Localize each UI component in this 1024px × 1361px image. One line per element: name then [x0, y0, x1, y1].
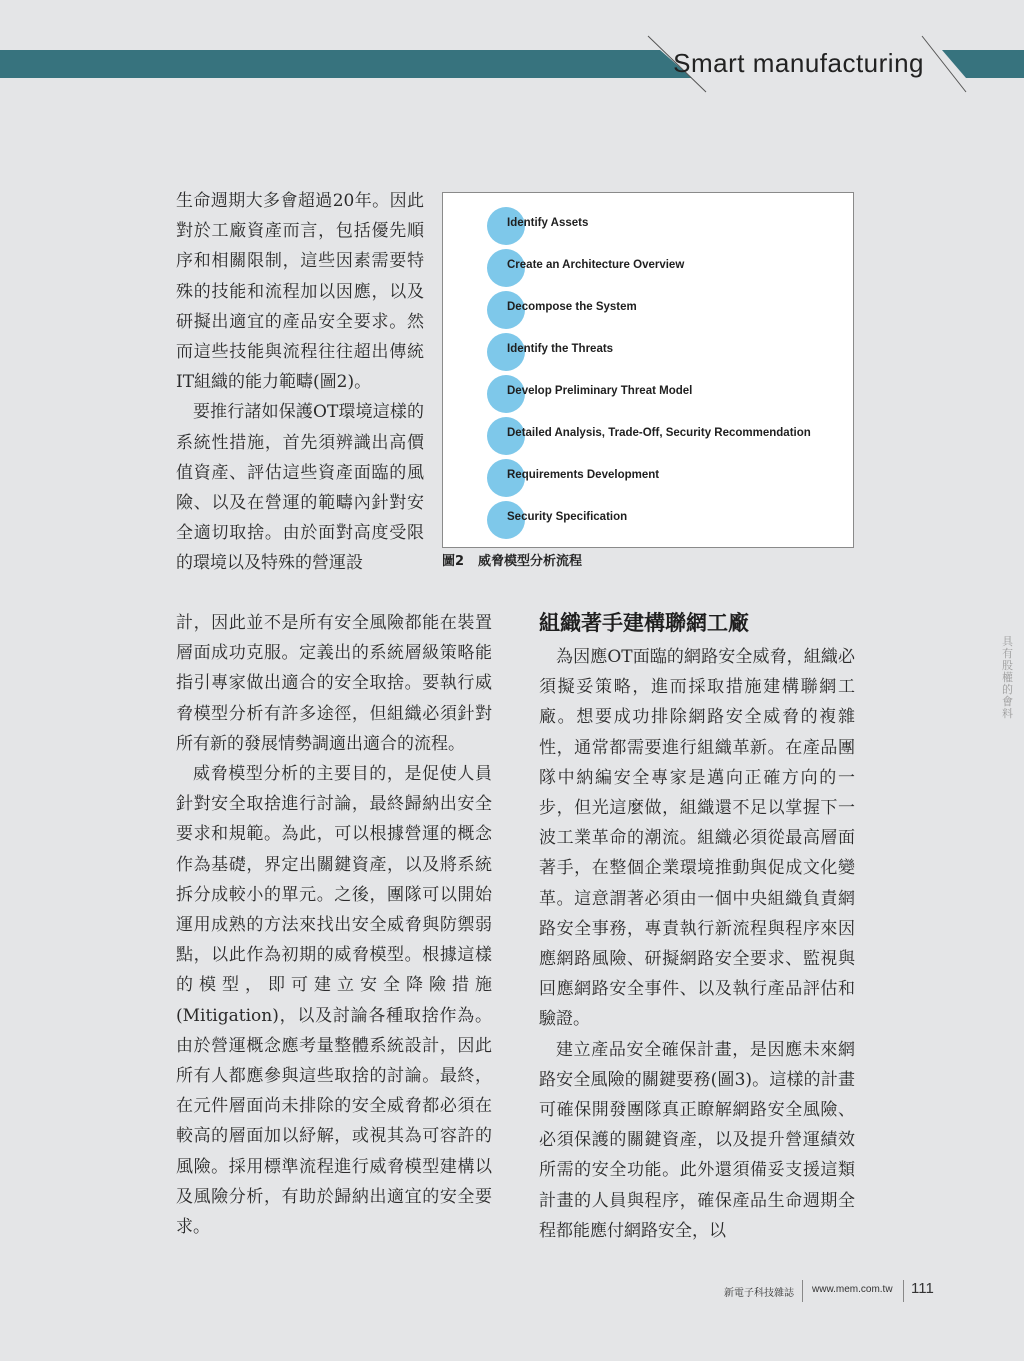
footer-url[interactable]: www.mem.com.tw	[812, 1284, 893, 1295]
section-heading: 組織著手建構聯網工廠	[539, 611, 749, 635]
step-label: Decompose the System	[507, 301, 637, 313]
header-bar-left-segment	[0, 50, 692, 78]
section-title: Smart manufacturing	[673, 48, 924, 78]
left-column-bottom	[176, 608, 492, 1242]
step-security-specification	[487, 501, 847, 539]
step-label: Identify the Threats	[507, 343, 614, 355]
body-paragraph: 為因應OT面臨的網路安全威脅，組織必須擬妥策略，進而採取措施建構聯網工廠。想要成功排除網路安全威脅的複雜性，通常都需要進行組織革新。在產品團隊中納編安全專家是邁向正確方向的一步，但光這麼做，組織還不足以掌握下一波工業革命的潮流。組織必須從最高層面著手，在整個企業環境推動與促成文化變革。這意謂著必須由一個中央組織負責網路安全事務，專責執行新流程與程序來因應網路風險、研擬網路安全要求、監視與回應網路安全事件、以及執行產品評估和驗證。	[539, 647, 855, 1030]
right-column	[539, 642, 855, 1246]
step-identify-threats	[487, 333, 847, 371]
footer-divider	[802, 1280, 803, 1302]
step-label: Security Specification	[507, 511, 628, 523]
figure-caption	[442, 550, 582, 569]
step-detailed-analysis	[487, 417, 847, 455]
figure-caption-number: 圖2	[442, 554, 465, 569]
step-preliminary-threat-model	[487, 375, 847, 413]
step-label: Create an Architecture Overview	[507, 259, 685, 271]
side-watermark-text: 具有股權的會料	[1002, 635, 1013, 720]
step-label: Detailed Analysis, Trade-Off, Security Recommendation	[507, 427, 811, 439]
body-paragraph: 要推行諸如保護OT環境這樣的系統性措施，首先須辨識出高價值資產、評估這些資產面臨的風險、以及在營運的範疇內針對安全適切取捨。由於面對高度受限的環境以及特殊的營運設	[176, 402, 424, 574]
step-label: Identify Assets	[507, 217, 589, 229]
left-column-top	[176, 186, 424, 579]
footer-magazine-name: 新電子科技雜誌	[724, 1288, 794, 1299]
threat-model-figure	[442, 192, 854, 548]
body-paragraph: 生命週期大多會超過20年。因此對於工廠資產而言，包括優先順序和相關限制，這些因素需要特殊的技能和流程加以因應，以及研擬出適宜的產品安全要求。然而這些技能與流程往往超出傳統IT組織的能力範疇(圖2)。	[176, 191, 424, 393]
step-decompose-system	[487, 291, 847, 329]
body-paragraph: 建立產品安全確保計畫，是因應未來網路安全風險的關鍵要務(圖3)。這樣的計畫可確保開發團隊真正瞭解網路安全風險、必須保護的關鍵資產，以及提升營運績效所需的安全功能。此外還須備妥支援這類計畫的人員與程序，確保產品生命週期全程都能應付網路安全，以	[539, 1039, 855, 1241]
body-paragraph: 計，因此並不是所有安全風險都能在裝置層面成功克服。定義出的系統層級策略能指引專家做出適合的安全取捨。要執行威脅模型分析有許多途徑，但組織必須針對所有新的發展情勢調適出適合的流程。	[176, 613, 492, 754]
step-label: Requirements Development	[507, 469, 660, 481]
footer-divider	[903, 1280, 904, 1302]
step-requirements-development	[487, 459, 847, 497]
figure-caption-text: 威脅模型分析流程	[478, 554, 583, 569]
step-label: Develop Preliminary Threat Model	[507, 385, 693, 397]
step-identify-assets	[487, 207, 847, 245]
header-bar-right-segment	[942, 50, 1024, 78]
page-number: 111	[911, 1280, 934, 1297]
step-architecture-overview	[487, 249, 847, 287]
page-footer	[700, 1280, 940, 1304]
body-paragraph: 威脅模型分析的主要目的，是促使人員針對安全取捨進行討論，最終歸納出安全要求和規範。為此，可以根據營運的概念作為基礎，界定出關鍵資產，以及將系統拆分成較小的單元。之後，團隊可以開始運用成熟的方法來找出安全威脅與防禦弱點，以此作為初期的威脅模型。根據這樣的模型，即可建立安全降險措施(Mitigation)，以及討論各種取捨作為。由於營運概念應考量整體系統設計，因此所有人都應參與這些取捨的討論。最終，在元件層面尚未排除的安全威脅都必須在較高的層面加以紓解，或視其為可容許的風險。採用標準流程進行威脅模型建構以及風險分析，有助於歸納出適宜的安全要求。	[176, 764, 492, 1238]
